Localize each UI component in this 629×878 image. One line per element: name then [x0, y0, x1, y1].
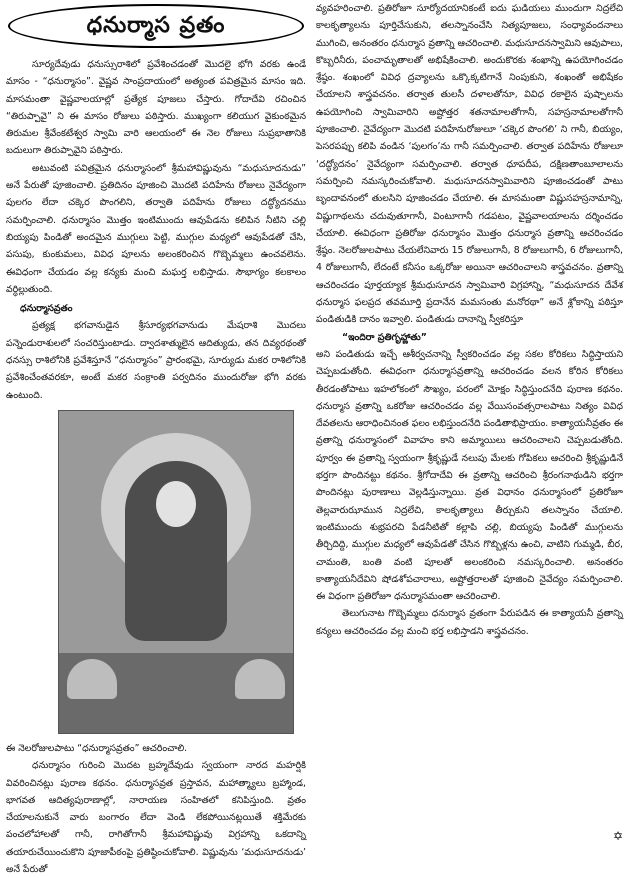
deity-image — [58, 410, 294, 734]
ritual-paragraph: వ్యవహరించాలి. ప్రతిరోజూ సూర్యోదయానికంటే ఐదు ఘడియలు ముందుగా నిద్రలేచి కాలకృత్యాలను పూర్తిచేసుకుని, తలస్నానంచేసి నిత్యపూజలు, సంధ్యావందనాలు ముగించి, అనంతరం ధనుర్మాస వ్రతాన్ని ఆచరించాలి. మధుసూదనస్వామిని ఆవుపాలు, కొబ్బరినీరు, పంచామృతాలతో అభిషేకించాలి. అందుకొరకు శంఖాన్ని ఉపయోగించడం శ్రేష్ఠం. శంఖంలో వివిధ ద్రవ్యాలను ఒక్కొక్కటిగానే నింపుకుని, శంఖంతో అభిషేకం చేయాలని శాస్త్రవచనం. తర్వాత తులసీ దళాలతోనూ, వివిధ రకాలైన పుష్పాలను ఉపయోగించి స్వామివారిని అష్టోత్తర శతనామాలతోగానీ, సహస్రనామాలతోగానీ పూజించాలి. నైవేద్యంగా మొదటి పదిహేనురోజులూ ‘చక్కెర పొంగలి’ ని గానీ, బియ్యం, పెసరపప్పు కలిపి వండిన ‘పులగం’ను గానీ సమర్పించాలి. తర్వాత పదిహేను రోజులూ ‘దద్ధ్యోదనం’ నైవేద్యంగా సమర్పించాలి. తర్వాత ధూపదీప, దక్షిణతాంబూలాలను సమర్పించి నమస్కరించుకోవాలి. మధుసూదనస్వామివారిని పూజించడంతో పాటు బృందావనంలో తులసిని పూజించడం చేయాలి. ఈ మాసమంతా విష్ణుసహస్రనామాన్ని, విష్ణుగాథలను చదువుతూగానీ, వింటూగానీ గడపటం, వైష్ణవాలయాలను దర్శించడం చేయాలి. ఈవిధంగా ప్రతిరోజు ధనుర్మాసం మొత్తం ధనుర్మాస వ్రతాన్ని ఆచరించడం శ్రేష్ఠం. నెలరోజులపాటు చేయలేనివారు 15 రోజులుగానీ, 8 రోజులుగానీ, 6 రోజులుగానీ, 4 రోజులుగానీ, లేదంటే కనీసం ఒక్కరోజు అయినా ఆచరించాలని శాస్త్రవచనం. వ్రతాన్ని ఆచరించడం పూర్తయ్యాక శ్రీమధుసూదన స్వామివారి విగ్రహాన్ని, “మధుసూదన దేవేశ ధనుర్మాస ఫలప్రద తవమూర్తి ప్రదానేన మమసంతు మనోరథా” అనే శ్లోకాన్ని పఠిస్తూ పండితుడికి దానం ఇవ్వాలి. పండితుడు దానాన్ని స్వీకరిస్తూ — [316, 3, 623, 326]
blessing-quote: “ఇందిరా ప్రతిగృహ్ణాతు” — [342, 331, 427, 343]
intro-paragraph: సూర్యదేవుడు ధనుస్సురాశిలో ప్రవేశించడంతో మొదలై భోగి వరకు ఉండే మాసం - “ధనుర్మాసం”. వైష్ణవ సాంప్రదాయంలో అత్యంత పవిత్రమైన మాసం ఇది. మాసమంతా వైష్ణవాలయాల్లో ప్రత్యేక పూజలు చేస్తారు. గోదాదేవి రచించిన “తిరుప్పావై” ని ఈ మాసం రోజులు పఠిస్తారు. ముఖ్యంగా కలియుగ వైకుంఠమైన తిరుమల శ్రీవేంకటేశ్వర స్వామి వారి ఆలయంలో ఈ నెల రోజులు సుప్రభాతానికి బదులుగా తిరుప్పావైని పఠిస్తారు. — [6, 59, 306, 157]
right-column — [316, 0, 623, 640]
page-title: ధనుర్మాస వ్రతం — [86, 13, 226, 39]
month-observe-line: ఈ నెలరోజులపాటు “ధనుర్మాసవ్రతం” ఆచరించాలి. — [6, 742, 188, 754]
title-oval — [8, 4, 304, 48]
star-ornament-icon: ✡ — [612, 829, 623, 843]
closing-paragraph: తెలుగునాట గొబ్బెమ్మలు ధనుర్మాస వ్రతంగా పేరుపడిన ఈ కాత్యాయనీ వ్రతాన్ని కన్యలు ఆచరించడం వల్ల మంచి భర్త లభిస్తాడని శాస్త్రవచనం. — [316, 608, 623, 637]
deity-face — [156, 481, 196, 527]
sun-transit-paragraph: ప్రత్యక్ష భగవానుడైన శ్రీసూర్యభగవానుడు మేషరాశి మొదలు పన్నెండురాశులలో సంచరిస్తుంటాడు. ద్వాదశాత్ములైన ఆదిత్యుడు, తన దివ్యరథంతో ధనస్సు రాశిలోనికి ప్రవేశిస్తూనే “ధనుర్మాసం” ప్రారంభమై, సూర్యుడు మకర రాశిలోనికి ప్రవేశించేంతవరకూ, అంటే మకర సంక్రాంతి పర్వదినం ముందురోజు భోగి వరకు ఉంటుంది. — [6, 320, 306, 401]
katyayani-paragraph: అని పండితుడు ఇచ్చే ఆశీర్వచనాన్ని స్వీకరించడం వల్ల సకల కోరికలు సిద్ధిస్తాయని చెప్పబడుతోంది. ఈవిధంగా ధనుర్మాసవ్రతాన్ని ఆచరించడం వలన కోరిన కోరికలు తీరడంతోపాటు ఇహలోకంలో సౌఖ్యం, పరంలో మోక్షం సిద్ధిస్తుందనేది పురాణ కథనం. ధనుర్మాస వ్రతాన్ని ఒకరోజు ఆచరించడం వల్ల వేయిసంవత్సరాలపాటు నిత్యం వివిధ దేవతలను ఆరాధించినంత ఫలం లభిస్తుందనేది పండితాభిప్రాయం. కాత్యాయనీవ్రతం ఈ వ్రతాన్ని ధనుర్మాసంలో వివాహం కాని అమ్మాయిలు ఆచరించాలని చెప్పబడుతోంది. పూర్వం ఈ వ్రతాన్ని స్వయంగా శ్రీకృష్ణుడే నలుపు మేలకు గోపికలు ఆచరించి శ్రీకృష్ణుడినే భర్తగా పొందినట్టు కథనం. శ్రీగోదాదేవి ఈ వ్రతాన్ని ఆచరించి శ్రీరంగనాథుడిని భర్తగా పొందినట్లు పురాణాలు వెల్లడిస్తున్నాయి. వ్రత విధానం ధనుర్మాసంలో ప్రతిరోజూ తెల్లవారుఝామున నిద్రలేచి, కాలకృత్యాలు తీర్చుకుని తలస్నానం చేయాలి. ఇంటిముందు శుభ్రపరచి పేడనీటితో కల్లాపి చల్లి, బియ్యపు పిండితో ముగ్గులను తీర్చిదిద్ది, ముగ్గుల మధ్యలో ఆవుపేడతో చేసిన గొబ్బిళ్లను ఉంచి, వాటిని గుమ్మడి, బీర, చామంతి, బంతి వంటి పూలతో అలంకరించి నమస్కరించాలి. అనంతరం కాత్యాయనీదేవిని షోడశోపచారాలు, అష్టోత్తరాలతో పూజించి నైవేద్యం సమర్పించాలి. ఈ విధంగా ప్రతిరోజూ ధనుర్మాసమంతా ఆచరించాలి. — [316, 348, 623, 603]
origin-paragraph: ధనుర్మాసం గురించి మొదట బ్రహ్మదేవుడు స్వయంగా నారద మహర్షికి వివరించినట్లు పురాణ కథనం. ధనుర్మాసవ్రత ప్రస్తావన, మహాత్మ్యాలు బ్రహ్మాండ, భాగవత ఆదిత్యపురాణాల్లో, నారాయణ సంహితలో కనిపిస్తుంది. వ్రతం చేయాలనుకునే వారు బంగారం లేదా వెండి లేకపోయినట్లయితే శక్తిమేరకు పంచలోహాలతో గానీ, రాగితోగానీ శ్రీమహావిష్ణువు విగ్రహాన్ని ఒకదాన్ని తయారుచేయించుకొని పూజాపీఠంపై ప్రతిష్ఠించుకోవాలి. విష్ణువును ‘మధుసూదనుడు’ అనే పేరుతో — [6, 760, 306, 876]
section-subheading: ధనుర్మాసవ్రతం — [20, 303, 73, 315]
left-column — [6, 0, 306, 878]
worship-paragraph: అటువంటి పవిత్రమైన ధనుర్మాసంలో శ్రీమహావిష్ణువును “మధుసూదనుడు” అనే పేరుతో పూజించాలి. ప్రతిదినం పూజించి మొదటి పదిహేను రోజులు నైవేద్యంగా పులగం లేదా చక్కెర పొంగలిని, తర్వాతి పదిహేను రోజులు దద్ధ్యోదనము సమర్పించాలి. ధనుర్మాసం మొత్తం ఇంటిముందు ఆవుపేడను కలిపిన నీటిని చల్లి బియ్యపు పిండితో అందమైన ముగ్గులు పెట్టి, ముగ్గుల మధ్యలో ఆవుపేడతో చేసి, పసుపు, కుంకుమలు, వివిధ పూలను అలంకరించిన గొబ్బెమ్మలు ఉంచవలెను. ఈవిధంగా చేయడం వల్ల కన్యకు మంచి మఘర్త లభిస్తాడు. సౌభాగ్యం కలకాలం వర్ధిల్లుతుంది. — [6, 162, 306, 295]
